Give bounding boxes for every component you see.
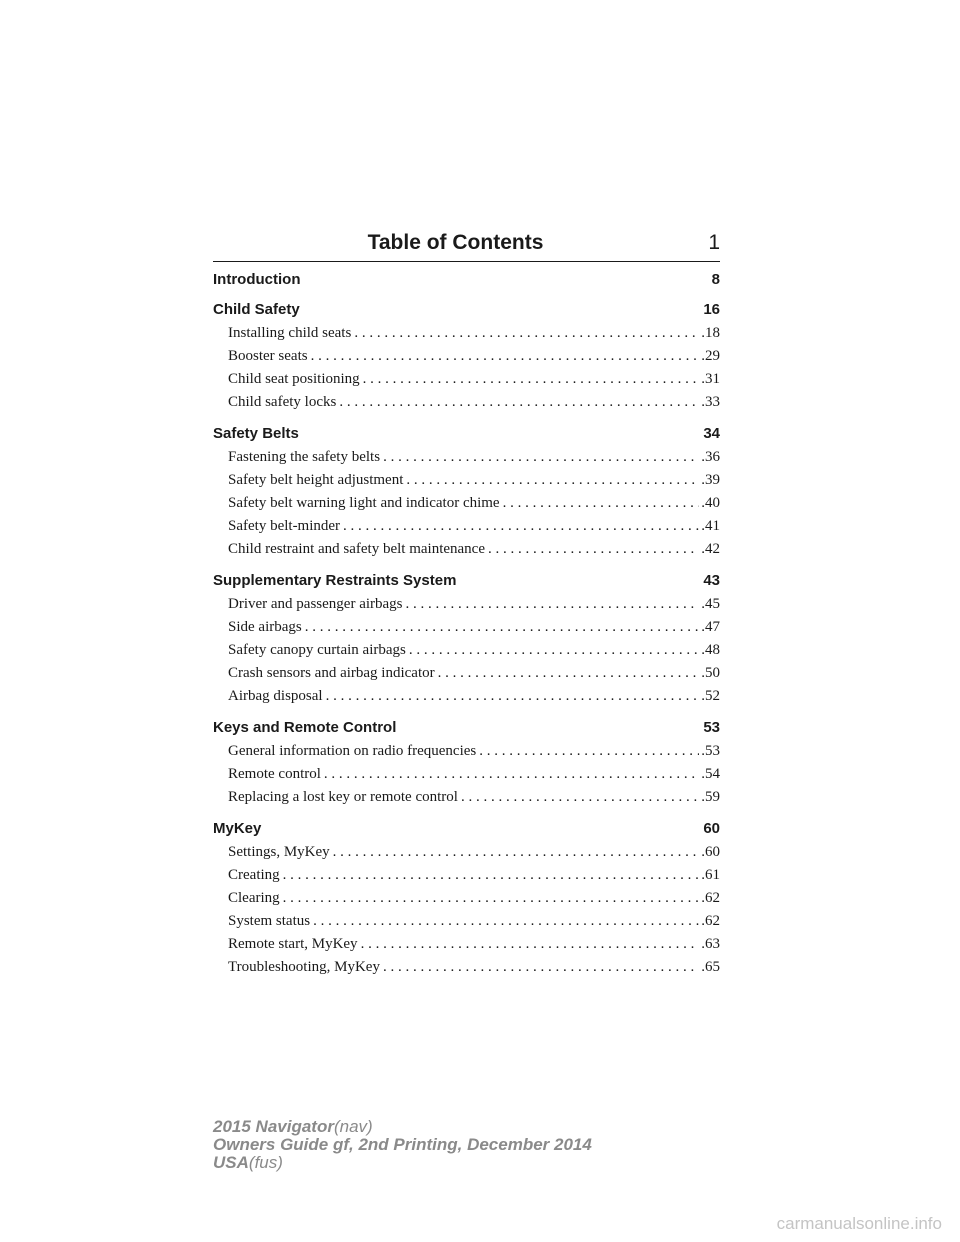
toc-entry[interactable] [213,492,720,515]
toc-section-title: Introduction [213,271,301,288]
toc-entry-label: Remote control [228,766,321,782]
dot-leader [305,616,700,639]
page-number: 1 [708,231,720,254]
dot-leader [354,322,699,345]
toc-entry-page: .63 [701,936,720,952]
toc-entry-label: Booster seats [228,348,308,364]
table-of-contents [213,270,720,979]
toc-entry[interactable] [213,887,720,910]
footer-model: 2015 Navigator [213,1117,334,1136]
toc-section-title: Safety Belts [213,425,299,442]
toc-entry-label: Replacing a lost key or remote control [228,789,458,805]
toc-section-heading[interactable] [213,571,720,591]
dot-leader [326,685,700,708]
toc-entry-page: .60 [701,844,720,860]
dot-leader [479,740,699,763]
dot-leader [503,492,700,515]
dot-leader [409,639,699,662]
toc-entry-label: System status [228,913,311,929]
dot-leader [324,763,699,786]
toc-entry[interactable] [213,662,720,685]
toc-entry-label: Safety belt-minder [228,518,341,534]
toc-entry-label: Remote start, MyKey [228,936,358,952]
toc-entry-page: .65 [701,959,720,975]
toc-entry-label: Creating [228,867,280,883]
toc-entry-label: Troubleshooting, MyKey [228,959,380,975]
header-divider [213,261,720,262]
toc-section-page: 60 [703,820,720,837]
toc-entry[interactable] [213,322,720,345]
toc-entry-page: .61 [701,867,720,883]
toc-entry[interactable] [213,593,720,616]
toc-entry-list [213,841,720,979]
toc-entry-label: Airbag disposal [228,688,323,704]
toc-entry-page: .50 [701,665,720,681]
toc-section-heading[interactable] [213,270,720,290]
toc-entry-page: .41 [701,518,720,534]
toc-entry[interactable] [213,639,720,662]
toc-entry-page: .53 [701,743,720,759]
footer-market-code: (fus) [248,1153,283,1172]
toc-entry[interactable] [213,740,720,763]
dot-leader [438,662,700,685]
toc-entry[interactable] [213,763,720,786]
dot-leader [383,446,699,469]
dot-leader [361,933,700,956]
toc-section [213,424,720,561]
dot-leader [406,593,700,616]
toc-entry[interactable] [213,616,720,639]
toc-entry[interactable] [213,538,720,561]
toc-entry-list [213,322,720,414]
toc-section-title: Keys and Remote Control [213,719,397,736]
toc-entry-label: Safety canopy curtain airbags [228,642,406,658]
footer-model-code: (nav) [333,1117,373,1136]
toc-entry[interactable] [213,956,720,979]
toc-entry-page: .59 [701,789,720,805]
toc-entry-page: .33 [701,394,720,410]
toc-section-heading[interactable] [213,718,720,738]
toc-entry-label: Child seat positioning [228,371,360,387]
toc-entry-label: Crash sensors and airbag indicator [228,665,435,681]
toc-entry-page: .29 [701,348,720,364]
toc-entry[interactable] [213,345,720,368]
footer-market: USA [213,1153,249,1172]
toc-entry-label: Side airbags [228,619,302,635]
toc-entry-label: General information on radio frequencies [228,743,477,759]
toc-entry-page: .47 [701,619,720,635]
dot-leader [311,345,700,368]
dot-leader [343,515,699,538]
toc-entry-label: Fastening the safety belts [228,449,381,465]
toc-entry[interactable] [213,391,720,414]
dot-leader [461,786,699,809]
toc-section-page: 8 [711,271,720,288]
toc-entry-list [213,740,720,809]
toc-entry-page: .62 [701,890,720,906]
footer-line-model [213,1118,592,1136]
toc-entry-label: Settings, MyKey [228,844,330,860]
toc-entry-page: .52 [701,688,720,704]
toc-entry-label: Clearing [228,890,280,906]
toc-section [213,300,720,414]
dot-leader [363,368,700,391]
toc-entry-page: .31 [701,371,720,387]
toc-entry[interactable] [213,469,720,492]
toc-section-title: Child Safety [213,301,300,318]
toc-entry-page: .42 [701,541,720,557]
toc-entry[interactable] [213,368,720,391]
document-footer [213,1118,592,1172]
toc-section [213,718,720,809]
dot-leader [333,841,700,864]
toc-entry-page: .36 [701,449,720,465]
toc-entry-page: .39 [701,472,720,488]
toc-entry[interactable] [213,685,720,708]
toc-entry-label: Installing child seats [228,325,352,341]
toc-entry-label: Child safety locks [228,394,337,410]
toc-section-page: 43 [703,572,720,589]
toc-entry-page: .62 [701,913,720,929]
toc-entry[interactable] [213,841,720,864]
watermark-text: carmanualsonline.info [776,1214,942,1233]
toc-section-title: MyKey [213,820,262,837]
toc-entry-page: .40 [701,495,720,511]
dot-leader [283,887,700,910]
toc-section [213,819,720,979]
toc-entry-page: .18 [701,325,720,341]
dot-leader [406,469,699,492]
footer-printing: Owners Guide gf, 2nd Printing, December 2014 [213,1135,592,1154]
toc-section [213,270,720,290]
dot-leader [283,864,700,887]
toc-entry-label: Safety belt warning light and indicator chime [228,495,500,511]
toc-section-title: Supplementary Restraints System [213,572,457,589]
toc-entry[interactable] [213,910,720,933]
dot-leader [339,391,699,414]
toc-entry-label: Safety belt height adjustment [228,472,404,488]
toc-entry[interactable] [213,446,720,469]
dot-leader [383,956,699,979]
page-title: Table of Contents [367,231,544,254]
toc-entry-list [213,446,720,561]
page-header [213,228,720,258]
toc-entry-list [213,593,720,708]
toc-entry-page: .48 [701,642,720,658]
toc-section-heading[interactable] [213,819,720,839]
toc-entry[interactable] [213,864,720,887]
toc-section-heading[interactable] [213,424,720,444]
toc-entry[interactable] [213,933,720,956]
dot-leader [488,538,699,561]
toc-entry-label: Child restraint and safety belt maintenance [228,541,485,557]
toc-section-page: 53 [703,719,720,736]
footer-line-market [213,1154,592,1172]
toc-entry[interactable] [213,786,720,809]
toc-section-page: 16 [703,301,720,318]
toc-entry-page: .45 [701,596,720,612]
dot-leader [313,910,699,933]
toc-section-heading[interactable] [213,300,720,320]
toc-entry-page: .54 [701,766,720,782]
toc-section [213,571,720,708]
toc-entry[interactable] [213,515,720,538]
toc-entry-label: Driver and passenger airbags [228,596,403,612]
toc-section-page: 34 [703,425,720,442]
